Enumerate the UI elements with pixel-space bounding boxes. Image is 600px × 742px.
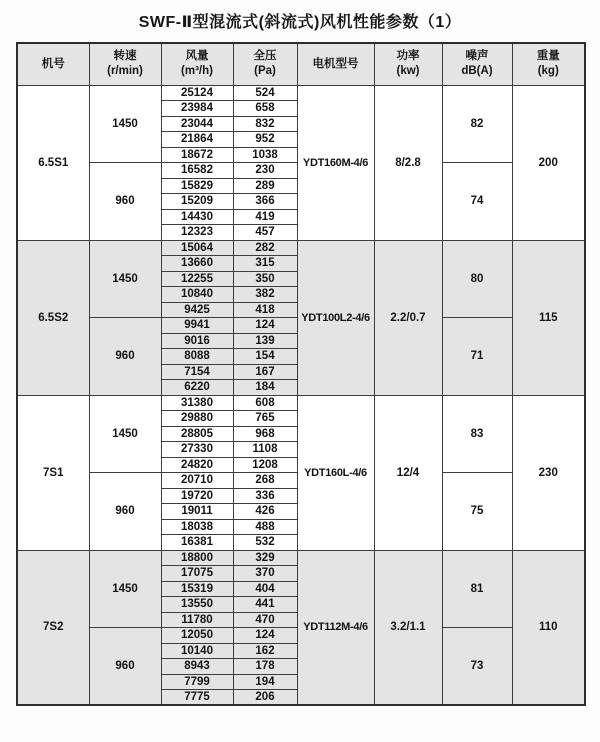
total-pressure-cell: 282: [233, 240, 297, 256]
header-motor-model: 电机型号: [297, 43, 374, 85]
total-pressure-cell: 382: [233, 287, 297, 303]
weight-cell: 115: [512, 240, 585, 395]
noise-cell: 82: [442, 85, 512, 163]
total-pressure-cell: 404: [233, 581, 297, 597]
fan-performance-table: [16, 42, 586, 706]
total-pressure-cell: 765: [233, 411, 297, 427]
air-volume-cell: 31380: [161, 395, 233, 411]
air-volume-cell: 21864: [161, 132, 233, 148]
total-pressure-cell: 178: [233, 659, 297, 675]
air-volume-cell: 16582: [161, 163, 233, 179]
noise-cell: 75: [442, 473, 512, 551]
total-pressure-cell: 426: [233, 504, 297, 520]
total-pressure-cell: 441: [233, 597, 297, 613]
air-volume-cell: 7775: [161, 690, 233, 706]
header-air-volume: 风量 (m³/h): [161, 43, 233, 85]
total-pressure-cell: 832: [233, 116, 297, 132]
power-cell: 8/2.8: [374, 85, 442, 240]
total-pressure-cell: 162: [233, 643, 297, 659]
table-body: [17, 85, 585, 705]
air-volume-cell: 15064: [161, 240, 233, 256]
air-volume-cell: 28805: [161, 426, 233, 442]
power-cell: 2.2/0.7: [374, 240, 442, 395]
machine-no-cell: 7S2: [17, 550, 89, 705]
machine-no-cell: 6.5S2: [17, 240, 89, 395]
total-pressure-cell: 532: [233, 535, 297, 551]
speed-cell: 1450: [89, 240, 161, 318]
total-pressure-cell: 488: [233, 519, 297, 535]
total-pressure-cell: 1038: [233, 147, 297, 163]
total-pressure-cell: 336: [233, 488, 297, 504]
air-volume-cell: 19011: [161, 504, 233, 520]
air-volume-cell: 24820: [161, 457, 233, 473]
header-machine-no: 机号: [17, 43, 89, 85]
total-pressure-cell: 418: [233, 302, 297, 318]
air-volume-cell: 8943: [161, 659, 233, 675]
total-pressure-cell: 350: [233, 271, 297, 287]
motor-model-cell: YDT160L-4/6: [297, 395, 374, 550]
air-volume-cell: 15209: [161, 194, 233, 210]
total-pressure-cell: 139: [233, 333, 297, 349]
table-row: [17, 395, 585, 411]
total-pressure-cell: 370: [233, 566, 297, 582]
air-volume-cell: 10840: [161, 287, 233, 303]
air-volume-cell: 27330: [161, 442, 233, 458]
page-title: SWF-Ⅱ型混流式(斜流式)风机性能参数（1）: [138, 14, 462, 31]
weight-cell: 110: [512, 550, 585, 705]
noise-cell: 80: [442, 240, 512, 318]
total-pressure-cell: 1208: [233, 457, 297, 473]
total-pressure-cell: 419: [233, 209, 297, 225]
air-volume-cell: 15319: [161, 581, 233, 597]
total-pressure-cell: 524: [233, 85, 297, 101]
air-volume-cell: 7154: [161, 364, 233, 380]
air-volume-cell: 9016: [161, 333, 233, 349]
total-pressure-cell: 608: [233, 395, 297, 411]
total-pressure-cell: 206: [233, 690, 297, 706]
header-row: [17, 43, 585, 85]
power-cell: 3.2/1.1: [374, 550, 442, 705]
total-pressure-cell: 268: [233, 473, 297, 489]
air-volume-cell: 13660: [161, 256, 233, 272]
weight-cell: 200: [512, 85, 585, 240]
total-pressure-cell: 167: [233, 364, 297, 380]
air-volume-cell: 9941: [161, 318, 233, 334]
air-volume-cell: 29880: [161, 411, 233, 427]
air-volume-cell: 9425: [161, 302, 233, 318]
noise-cell: 73: [442, 628, 512, 706]
speed-cell: 1450: [89, 550, 161, 628]
motor-model-cell: YDT100L2-4/6: [297, 240, 374, 395]
total-pressure-cell: 366: [233, 194, 297, 210]
header-total-pressure: 全压 (Pa): [233, 43, 297, 85]
speed-cell: 960: [89, 628, 161, 706]
machine-no-cell: 7S1: [17, 395, 89, 550]
total-pressure-cell: 1108: [233, 442, 297, 458]
motor-model-cell: YDT160M-4/6: [297, 85, 374, 240]
power-cell: 12/4: [374, 395, 442, 550]
air-volume-cell: 12323: [161, 225, 233, 241]
air-volume-cell: 18800: [161, 550, 233, 566]
air-volume-cell: 13550: [161, 597, 233, 613]
total-pressure-cell: 968: [233, 426, 297, 442]
total-pressure-cell: 184: [233, 380, 297, 396]
total-pressure-cell: 289: [233, 178, 297, 194]
air-volume-cell: 14430: [161, 209, 233, 225]
noise-cell: 71: [442, 318, 512, 396]
air-volume-cell: 23984: [161, 101, 233, 117]
air-volume-cell: 18038: [161, 519, 233, 535]
table-header: [17, 43, 585, 85]
total-pressure-cell: 658: [233, 101, 297, 117]
total-pressure-cell: 124: [233, 628, 297, 644]
air-volume-cell: 18672: [161, 147, 233, 163]
machine-no-cell: 6.5S1: [17, 85, 89, 240]
total-pressure-cell: 329: [233, 550, 297, 566]
air-volume-cell: 15829: [161, 178, 233, 194]
total-pressure-cell: 952: [233, 132, 297, 148]
total-pressure-cell: 154: [233, 349, 297, 365]
noise-cell: 83: [442, 395, 512, 473]
noise-cell: 81: [442, 550, 512, 628]
total-pressure-cell: 124: [233, 318, 297, 334]
weight-cell: 230: [512, 395, 585, 550]
header-speed: 转速 (r/min): [89, 43, 161, 85]
air-volume-cell: 25124: [161, 85, 233, 101]
air-volume-cell: 8088: [161, 349, 233, 365]
speed-cell: 960: [89, 163, 161, 241]
air-volume-cell: 12255: [161, 271, 233, 287]
air-volume-cell: 10140: [161, 643, 233, 659]
total-pressure-cell: 194: [233, 674, 297, 690]
motor-model-cell: YDT112M-4/6: [297, 550, 374, 705]
speed-cell: 1450: [89, 395, 161, 473]
total-pressure-cell: 470: [233, 612, 297, 628]
table-row: [17, 85, 585, 101]
air-volume-cell: 17075: [161, 566, 233, 582]
total-pressure-cell: 230: [233, 163, 297, 179]
air-volume-cell: 16381: [161, 535, 233, 551]
header-weight: 重量 (kg): [512, 43, 585, 85]
air-volume-cell: 19720: [161, 488, 233, 504]
air-volume-cell: 12050: [161, 628, 233, 644]
speed-cell: 960: [89, 318, 161, 396]
speed-cell: 960: [89, 473, 161, 551]
speed-cell: 1450: [89, 85, 161, 163]
air-volume-cell: 23044: [161, 116, 233, 132]
header-power: 功率 (kw): [374, 43, 442, 85]
header-noise: 噪声 dB(A): [442, 43, 512, 85]
air-volume-cell: 6220: [161, 380, 233, 396]
total-pressure-cell: 457: [233, 225, 297, 241]
table-row: [17, 550, 585, 566]
noise-cell: 74: [442, 163, 512, 241]
air-volume-cell: 20710: [161, 473, 233, 489]
air-volume-cell: 11780: [161, 612, 233, 628]
table-row: [17, 240, 585, 256]
air-volume-cell: 7799: [161, 674, 233, 690]
total-pressure-cell: 315: [233, 256, 297, 272]
